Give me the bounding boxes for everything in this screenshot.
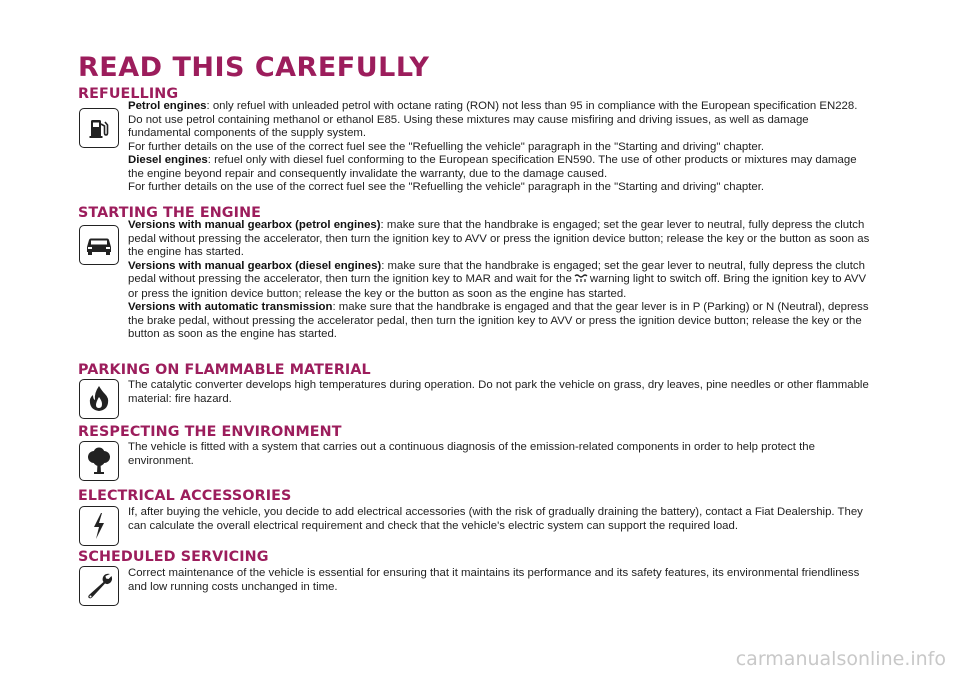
section-refuelling [78, 86, 878, 193]
automatic-label: Versions with automatic transmission [128, 301, 333, 313]
page-title: READ THIS CAREFULLY [78, 52, 430, 83]
watermark: carmanualsonline.info [735, 648, 946, 670]
section-electrical [78, 488, 878, 532]
section-heading-servicing: SCHEDULED SERVICING [78, 549, 269, 565]
tree-icon [79, 441, 119, 481]
section-heading-electrical: ELECTRICAL ACCESSORIES [78, 488, 292, 504]
section-body-refuelling [128, 100, 872, 195]
section-heading-environment: RESPECTING THE ENVIRONMENT [78, 424, 342, 440]
section-body-starting [128, 219, 872, 342]
section-heading-refuelling: REFUELLING [78, 86, 179, 102]
section-servicing [78, 549, 878, 593]
wrench-icon [79, 566, 119, 606]
flame-icon [79, 379, 119, 419]
section-heading-parking: PARKING ON FLAMMABLE MATERIAL [78, 362, 371, 378]
section-parking [78, 362, 878, 405]
lightning-icon [79, 506, 119, 546]
fuel-pump-icon [79, 108, 119, 148]
section-body-parking [128, 379, 872, 406]
paragraph-text: : make sure that the handbrake is engaged; set the gear lever to neutral, fully depress the clutch pedal without pressing the accelerator, then turn the ignition key to MAR and wait for the [128, 259, 865, 285]
paragraph: The vehicle is fitted with a system that carries out a continuous diagnosis of the emission-related components in order to help protect the environment. [128, 441, 815, 467]
section-environment [78, 424, 878, 467]
paragraph-text: : refuel only with diesel fuel conforming to the European specification EN590. The use of other products or mixtures may damage the engine beyond repair and consequently invalidate the warranty, due to the damage caused. [128, 154, 857, 180]
paragraph: Correct maintenance of the vehicle is essential for ensuring that it maintains its performance and its safety features, its environmental friendliness and low running costs unchanged in time. [128, 567, 860, 593]
section-body-environment [128, 441, 872, 468]
paragraph: For further details on the use of the correct fuel see the "Refuelling the vehicle" paragraph in the "Starting and driving" chapter. [128, 140, 765, 153]
glow-plug-icon [574, 274, 588, 288]
paragraph [128, 100, 872, 141]
manual-diesel-label: Versions with manual gearbox (diesel engines) [128, 259, 382, 272]
paragraph [128, 154, 872, 181]
paragraph: For further details on the use of the correct fuel see the "Refuelling the vehicle" paragraph in the "Starting and driving" chapter. [128, 181, 765, 193]
paragraph: The catalytic converter develops high temperatures during operation. Do not park the vehicle on grass, dry leaves, pine needles or other flammable material: fire hazard. [128, 379, 869, 405]
section-body-electrical [128, 506, 872, 533]
petrol-engines-label: Petrol engines [128, 100, 207, 112]
section-heading-starting: STARTING THE ENGINE [78, 205, 261, 221]
paragraph-text: : make sure that the handbrake is engaged and that the gear lever is in P (Parking) or N (Neutral), depress the brake pedal, without pressing the accelerator pedal, then turn the ignition key to AVV or press the ignition device button; release the key or the button as soon as the engine has started. [128, 301, 869, 340]
paragraph [128, 219, 872, 260]
manual-petrol-label: Versions with manual gearbox (petrol engines) [128, 219, 381, 231]
paragraph-text: : make sure that the handbrake is engaged; set the gear lever to neutral, fully depress the clutch pedal without pressing the accelerator, then turn the ignition key to AVV or press the ignition device button; release the key or the button as soon as the engine has started. [128, 219, 870, 258]
paragraph [128, 260, 872, 302]
paragraph: If, after buying the vehicle, you decide to add electrical accessories (with the risk of gradually draining the battery), contact a Fiat Dealership. They can calculate the overall electrical requirement and check that the vehicle's electric system can support the required load. [128, 506, 863, 532]
car-icon [79, 225, 119, 265]
paragraph-text: : only refuel with unleaded petrol with octane rating (RON) not less than 95 in compliance with the European specification EN228. Do not use petrol containing methanol or ethanol E85. Using these mixtures may cause misfiring and driving issues, as well as damage fundamental components of the supply system. [128, 100, 858, 139]
paragraph [128, 301, 872, 342]
section-starting [78, 205, 878, 340]
section-body-servicing [128, 567, 872, 594]
diesel-engines-label: Diesel engines [128, 154, 208, 166]
paragraph-text: warning light to switch off. Bring the ignition key to AVV or press the ignition device button; release the key or the button as soon as the engine has started. [128, 273, 867, 300]
